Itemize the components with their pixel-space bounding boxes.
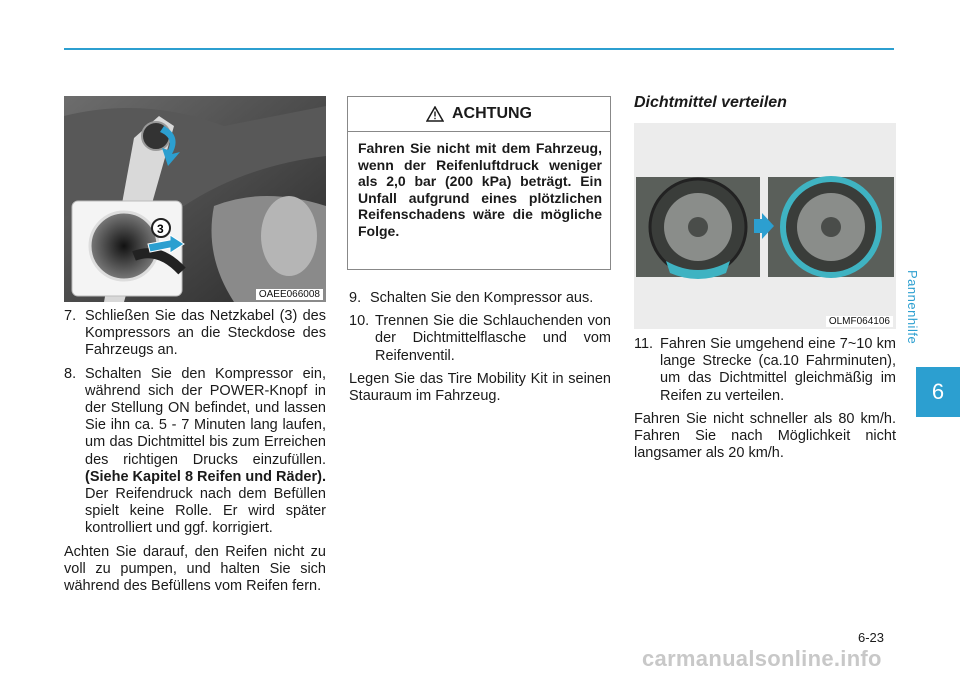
svg-text:3: 3 [157, 222, 164, 236]
step-8-note: Achten Sie darauf, den Reifen nicht zu voll zu pumpen, und halten Sie sich während des Befüllens vom Reifen fern. [64, 543, 326, 595]
figure-code: OLMF064106 [826, 316, 893, 327]
paragraph: Fahren Sie nicht schneller als 80 km/h. Fahren Sie nach Möglichkeit nicht langsamer als 20 km/h. [634, 410, 896, 462]
step-number: 11. [634, 336, 654, 352]
step-number: 7. [64, 308, 77, 324]
section-title: Dichtmittel verteilen [634, 94, 787, 111]
step-text: Schließen Sie das Netzkabel (3) des Kompressors an die Steckdose des Fahrzeugs an. [85, 308, 326, 359]
step-7 [64, 308, 326, 360]
figure-code: OAEE066008 [256, 289, 323, 300]
figure-compressor-socket [64, 96, 326, 302]
step-text: Schalten Sie den Kompressor aus. [370, 290, 594, 306]
right-column [634, 336, 896, 468]
step-number: 9. [349, 290, 362, 306]
watermark: carmanualsonline.info [642, 646, 882, 671]
step-text: Trennen Sie die Schlauchenden von der Dichtmittelflasche und vom Reifenventil. [375, 313, 611, 364]
step-9 [349, 290, 611, 307]
step-text [85, 366, 326, 538]
tire-illustration [634, 123, 896, 329]
header-rule [64, 48, 894, 50]
section-label: Pannenhilfe [905, 270, 920, 345]
socket-illustration [64, 96, 326, 302]
warning-title: ACHTUNG [452, 105, 532, 122]
warning-triangle-icon [426, 106, 444, 122]
step-8 [64, 366, 326, 538]
paragraph: Legen Sie das Tire Mobility Kit in seinen Stauraum im Fahrzeug. [349, 370, 611, 405]
left-column [64, 308, 326, 601]
warning-box [347, 96, 611, 270]
page-number: 6-23 [858, 630, 885, 645]
step-number: 10. [349, 313, 370, 330]
step-11 [634, 336, 896, 405]
step-text: Fahren Sie umgehend eine 7~10 km lange Strecke (ca.10 Fahrminuten), um das Dichtmittel gleichmäßig im Reifen zu verteilen. [660, 336, 896, 404]
cross-reference: (Siehe Kapitel 8 Reifen und Räder). [85, 468, 326, 485]
step-10 [349, 313, 611, 365]
warning-header [348, 97, 610, 132]
step-text-part: Der Reifendruck nach dem Befüllen spielt keine Rolle. Er wird später kontrolliert und ggf. korrigiert. [85, 486, 326, 537]
chapter-tab: 6 [916, 367, 960, 417]
figure-sealant-distribution [634, 123, 896, 329]
step-number: 8. [64, 365, 77, 382]
warning-text: Fahren Sie nicht mit dem Fahrzeug, wenn der Reifenluftdruck weniger als 2,0 bar (200 kPa) beträgt. Ein Unfall aufgrund eines plötzlichen Reifenschadens wäre die mögliche Folge. [358, 140, 602, 239]
step-text-part: Schalten Sie den Kompressor ein, während sich der POWER-Knopf in der Stellung ON befindet, und lassen Sie ihn ca. 5 - 7 Minuten lang laufen, um das Dichtmittel bis zum Erreichen des richtigen Drucks einzufüllen. [85, 365, 326, 468]
middle-column [349, 290, 611, 411]
